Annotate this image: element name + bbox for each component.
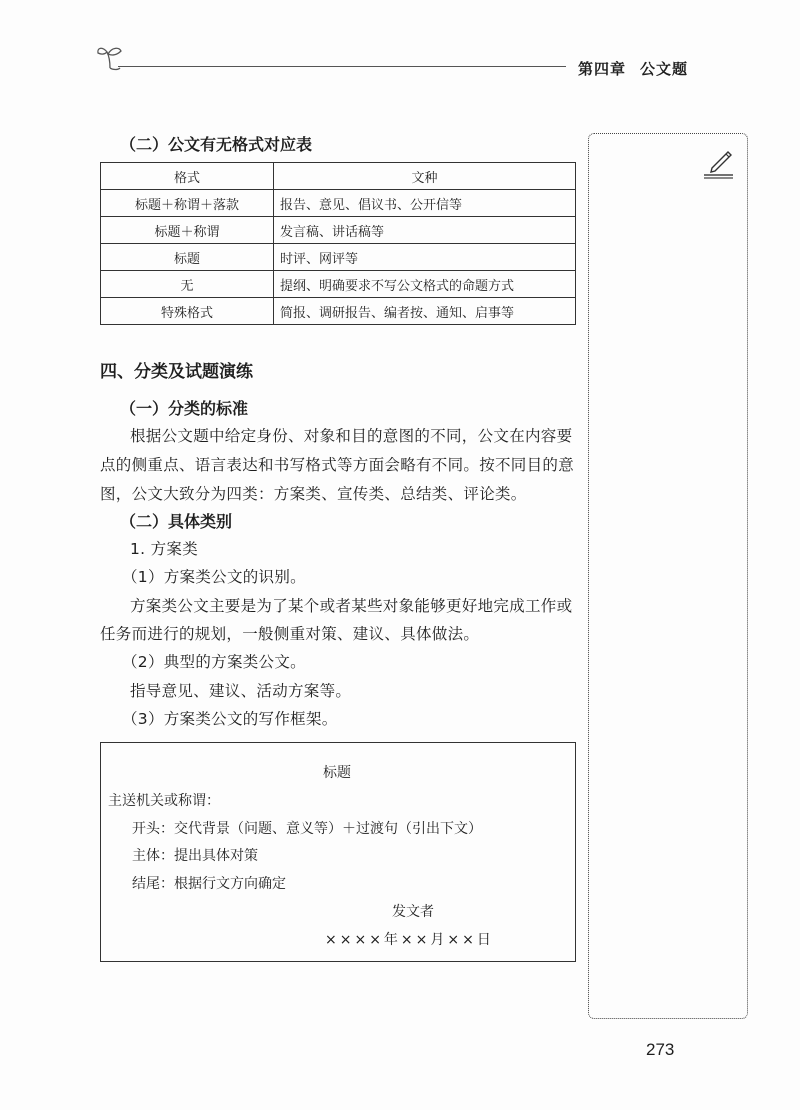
- section-heading: 四、分类及试题演练: [100, 362, 253, 382]
- genre-cell: 简报、调研报告、编者按、通知、启事等: [274, 298, 576, 325]
- point-heading: （2）典型的方案类公文。: [122, 653, 306, 671]
- subsection-heading: （一）分类的标准: [120, 399, 249, 418]
- table-row: [101, 271, 576, 298]
- framework-body: 主体：提出具体对策: [132, 848, 258, 864]
- table-row: [101, 244, 576, 271]
- paragraph-line: 任务而进行的规划，一般侧重对策、建议、具体做法。: [100, 625, 480, 643]
- framework-title: 标题: [323, 765, 351, 781]
- chapter-label: 第四章: [578, 60, 627, 78]
- running-header: [578, 58, 688, 79]
- framework-recipient: 主送机关或称谓：: [108, 793, 220, 809]
- paragraph-line: 点的侧重点、语言表达和书写格式等方面会略有不同。按不同目的意: [100, 456, 575, 474]
- point-heading: （1）方案类公文的识别。: [122, 568, 306, 586]
- column-header: 格式: [101, 163, 274, 190]
- format-cell: 无: [101, 271, 274, 298]
- format-cell: 标题＋称谓＋落款: [101, 190, 274, 217]
- paragraph-line: 方案类公文主要是为了某个或者某些对象能够更好地完成工作或: [130, 597, 573, 615]
- paragraph-line: 图，公文大致分为四类：方案类、宣传类、总结类、评论类。: [100, 485, 527, 503]
- genre-cell: 时评、网评等: [274, 244, 576, 271]
- genre-cell: 提纲、明确要求不写公文格式的命题方式: [274, 271, 576, 298]
- table-header-row: [101, 163, 576, 190]
- pencil-note-icon: [700, 146, 736, 180]
- format-cell: 特殊格式: [101, 298, 274, 325]
- leaf-sprout-icon: [96, 42, 126, 72]
- chapter-topic: 公文题: [640, 60, 689, 78]
- framework-opening: 开头：交代背景（问题、意义等）＋过渡句（引出下文）: [132, 821, 482, 837]
- page-number: 273: [646, 1040, 675, 1059]
- framework-ending: 结尾：根据行文方向确定: [132, 876, 286, 892]
- genre-cell: 发言稿、讲话稿等: [274, 217, 576, 244]
- notes-margin-box: [588, 133, 748, 1019]
- paragraph-line: 根据公文题中给定身份、对象和目的意图的不同，公文在内容要: [130, 427, 573, 445]
- subsection-heading: （二）具体类别: [120, 512, 233, 531]
- format-cell: 标题＋称谓: [101, 217, 274, 244]
- table-row: [101, 298, 576, 325]
- format-cell: 标题: [101, 244, 274, 271]
- paragraph-line: 指导意见、建议、活动方案等。: [130, 682, 352, 700]
- point-heading: （3）方案类公文的写作框架。: [122, 710, 338, 728]
- format-table: [100, 162, 576, 325]
- framework-date: ××××年××月××日: [325, 932, 494, 948]
- column-header: 文种: [274, 163, 576, 190]
- format-table-title: （二）公文有无格式对应表: [120, 135, 313, 154]
- genre-cell: 报告、意见、倡议书、公开信等: [274, 190, 576, 217]
- list-item-heading: 1. 方案类: [130, 540, 199, 558]
- table-row: [101, 217, 576, 244]
- table-row: [101, 190, 576, 217]
- header-rule: [118, 66, 566, 67]
- framework-sender: 发文者: [392, 904, 434, 920]
